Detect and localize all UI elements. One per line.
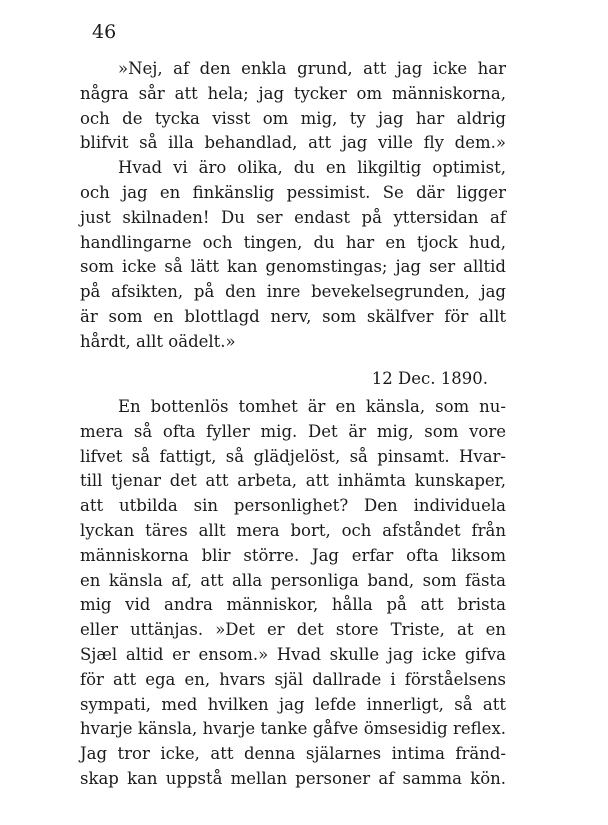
- diary-entry-text: [80, 395, 506, 792]
- text-line: några sår att hela; jag tycker om människorna,: [80, 83, 506, 103]
- text-line: Sjæl altid er ensom.» Hvad skulle jag icke gifva: [80, 644, 506, 664]
- text-line: »Nej, af den enkla grund, att jag icke har: [118, 59, 506, 78]
- text-line: handlingarne och tingen, du har en tjock hud,: [80, 232, 506, 252]
- text-line: till tjenar det att arbeta, att inhämta kunskaper,: [80, 471, 506, 491]
- text-line: mig vid andra människor, hålla på att brista: [80, 595, 506, 615]
- text-line: för att ega en, hvars själ dallrade i förståelsens: [80, 669, 506, 689]
- text-line: är som en blottlagd nerv, som skälfver för allt: [80, 306, 506, 326]
- text-line: blifvit så illa behandlad, att jag ville fly dem.»: [80, 133, 506, 153]
- text-line: En bottenlös tomhet är en känsla, som nu-: [118, 397, 506, 416]
- text-line: att utbilda sin personlighet? Den individuela: [80, 496, 506, 516]
- text-line: Hvad vi äro olika, du en likgiltig optimist,: [118, 158, 506, 178]
- text-line: Jag tror icke, att denna själarnes intima fränd-: [80, 744, 506, 764]
- text-line: eller uttänjas. »Det er det store Triste, at en: [80, 620, 506, 640]
- text-line: mera så ofta fyller mig. Det är mig, som vore: [80, 421, 506, 441]
- text-line: skap kan uppstå mellan personer af samma kön.: [80, 768, 506, 788]
- text-line: människorna blir större. Jag erfar ofta liksom: [80, 545, 506, 565]
- text-line: och de tycka visst om mig, ty jag har aldrig: [80, 108, 506, 128]
- text-line: som icke så lätt kan genomstingas; jag ser alltid: [80, 257, 506, 277]
- text-line: lyckan täres allt mera bort, och afståndet från: [80, 520, 506, 540]
- text-line: och jag en finkänslig pessimist. Se där ligger: [80, 182, 506, 202]
- letter-text: [80, 57, 506, 355]
- text-line: på afsikten, på den inre bevekelsegrunden, jag: [80, 282, 506, 302]
- text-line: just skilnaden! Du ser endast på yttersidan af: [80, 207, 506, 227]
- text-line: sympati, med hvilken jag lefde innerligt, så att: [80, 694, 506, 714]
- date-heading: 12 Dec. 1890.: [371, 369, 488, 388]
- page-number: 46: [92, 21, 117, 43]
- text-line: hårdt, allt oädelt.»: [80, 331, 236, 351]
- text-line: hvarje känsla, hvarje tanke gåfve ömsesidig reflex.: [80, 719, 506, 739]
- text-line: en känsla af, att alla personliga band, som fästa: [80, 570, 506, 590]
- text-line: lifvet så fattigt, så glädjelöst, så pinsamt. Hvar-: [80, 446, 506, 466]
